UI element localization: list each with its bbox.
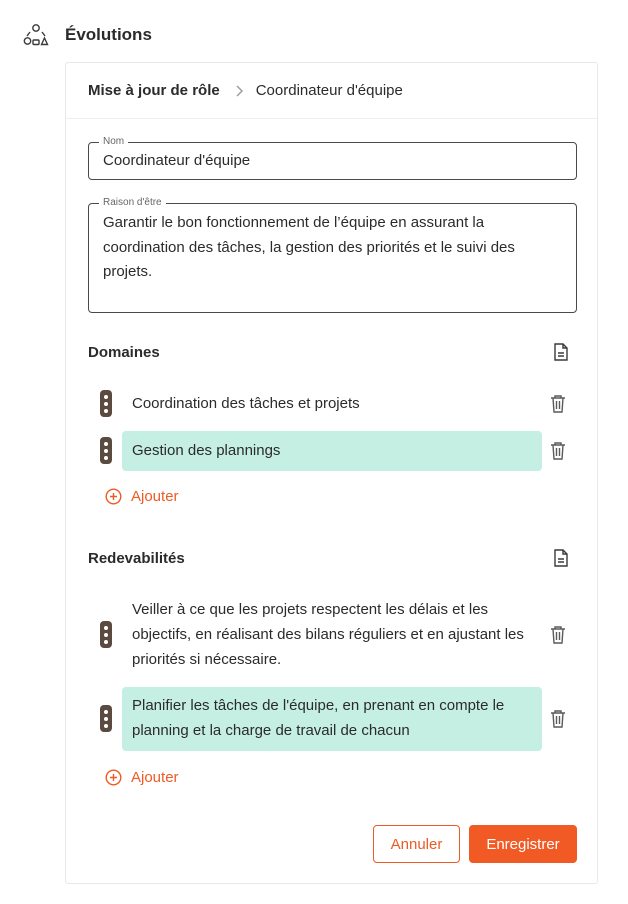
accountability-item-text[interactable]: Planifier les tâches de l'équipe, en prenant en compte le planning et la charge de travail de chacun — [122, 687, 542, 751]
purpose-field[interactable] — [88, 197, 577, 313]
name-field[interactable] — [88, 136, 577, 180]
domain-item-text[interactable]: Coordination des tâches et projets — [132, 395, 360, 412]
trash-icon[interactable] — [549, 441, 567, 461]
breadcrumb-parent[interactable]: Mise à jour de rôle — [88, 82, 220, 99]
accountability-item — [100, 596, 562, 674]
document-icon[interactable] — [552, 548, 570, 568]
add-accountability-label: Ajouter — [131, 769, 179, 786]
drag-handle-icon[interactable] — [100, 705, 112, 732]
trash-icon[interactable] — [549, 625, 567, 645]
domain-item-text[interactable]: Gestion des plannings — [122, 431, 542, 471]
name-field-label: Nom — [99, 136, 128, 148]
trash-icon[interactable] — [549, 394, 567, 414]
add-domain-label: Ajouter — [131, 488, 179, 505]
domain-item — [100, 431, 562, 471]
chevron-right-icon — [230, 82, 248, 100]
drag-handle-icon[interactable] — [100, 437, 112, 464]
page-title: Évolutions — [65, 25, 152, 44]
accountabilities-title: Redevabilités — [88, 550, 185, 567]
breadcrumb-current: Coordinateur d'équipe — [255, 82, 403, 99]
accountability-item-text[interactable]: Veiller à ce que les projets respectent les délais et les objectifs, en réalisant des bilans réguliers et en ajustant les priorités si nécessaire. — [132, 601, 524, 668]
breadcrumb — [66, 63, 597, 119]
add-domain-button[interactable] — [105, 488, 179, 505]
drag-handle-icon[interactable] — [100, 621, 112, 648]
page-header — [22, 22, 152, 50]
document-icon[interactable] — [552, 342, 570, 362]
purpose-field-label: Raison d'être — [99, 197, 166, 209]
domain-item — [100, 389, 562, 419]
plus-circle-icon — [105, 769, 122, 786]
purpose-field-value: Garantir le bon fonctionnement de l’équipe en assurant la coordination des tâches, la gestion des priorités et le suivi des projets. — [103, 214, 515, 280]
save-button[interactable]: Enregistrer — [469, 825, 577, 863]
plus-circle-icon — [105, 488, 122, 505]
role-update-card — [65, 62, 598, 884]
name-field-value: Coordinateur d'équipe — [103, 152, 251, 169]
cancel-button[interactable]: Annuler — [373, 825, 460, 863]
add-accountability-button[interactable] — [105, 769, 179, 786]
domains-title: Domaines — [88, 344, 160, 361]
drag-handle-icon[interactable] — [100, 390, 112, 417]
roles-icon — [22, 22, 50, 50]
trash-icon[interactable] — [549, 709, 567, 729]
accountability-item — [100, 687, 562, 751]
